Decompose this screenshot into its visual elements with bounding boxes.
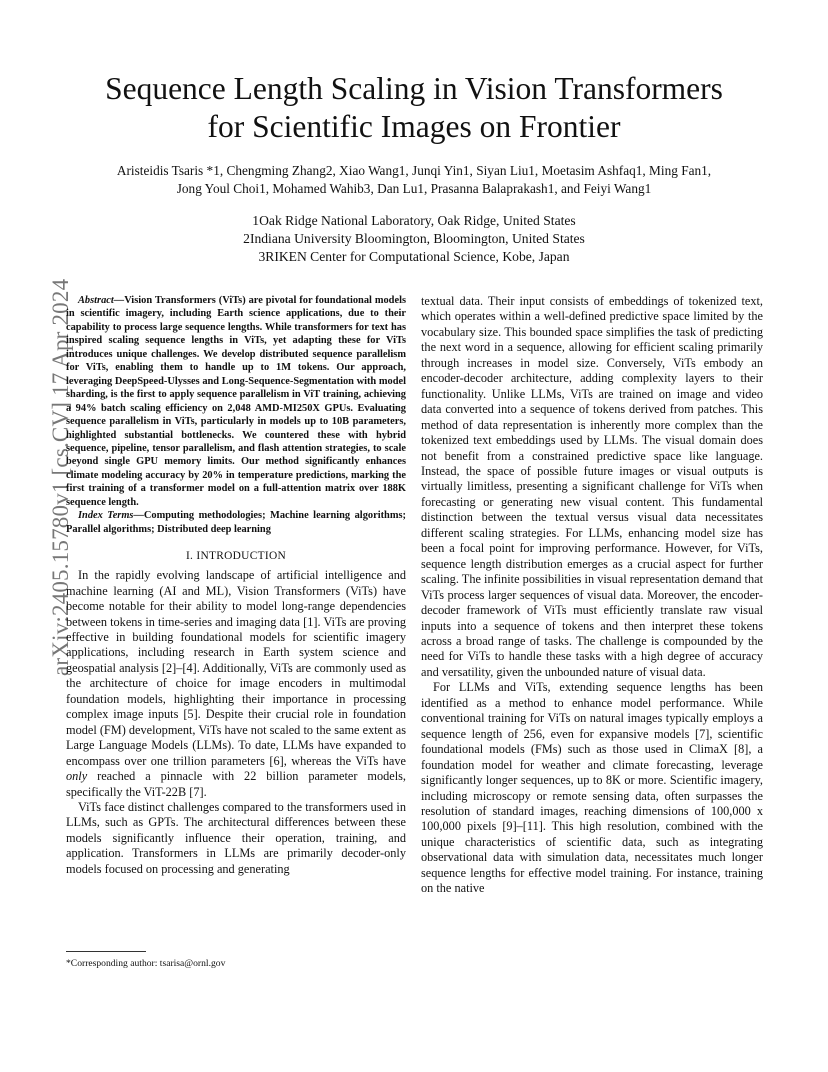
intro-paragraph-2: ViTs face distinct challenges compared to the transformers used in LLMs, such as GPTs. The architectural differences between these models significantly influence their operation, training, and application. Transformers in LLMs are primarily decoder-only models focused on processing and generating	[66, 799, 406, 876]
arxiv-sidebar	[26, 278, 73, 676]
authors-line-2: Jong Youl Choi1, Mohamed Wahib3, Dan Lu1, Prasanna Balaprakash1, and Feiyi Wang1	[176, 181, 652, 196]
left-column	[66, 294, 406, 877]
right-column	[421, 294, 763, 897]
footnote-rule	[66, 951, 146, 952]
affiliation-2: 2Indiana University Bloomington, Bloomington, United States	[243, 231, 585, 246]
affiliation-3: 3RIKEN Center for Computational Science, Kobe, Japan	[258, 249, 570, 264]
author-list	[60, 162, 768, 198]
abstract-label: Abstract—	[78, 295, 125, 306]
intro-p1-emphasis: only	[66, 769, 88, 784]
authors-line-1: Aristeidis Tsaris *1, Chengming Zhang2, Xiao Wang1, Junqi Yin1, Siyan Liu1, Moetasim Ashfaq1, Ming Fan1,	[116, 163, 712, 178]
arxiv-identifier: arXiv:2405.15780v1 [cs.CV] 17 Apr 2024	[48, 278, 73, 676]
intro-paragraph-1	[66, 568, 406, 800]
section-heading: I. INTRODUCTION	[185, 550, 287, 563]
affiliation-1: 1Oak Ridge National Laboratory, Oak Ridge, United States	[252, 213, 576, 228]
index-terms-label: Index Terms—	[78, 510, 144, 522]
footnote: *Corresponding author: tsarisa@ornl.gov	[66, 958, 226, 969]
affiliations	[60, 212, 768, 266]
title-line-1: Sequence Length Scaling in Vision Transformers	[105, 71, 723, 106]
abstract	[66, 294, 406, 509]
abstract-text: Vision Transformers (ViTs) are pivotal for foundational models in scientific imagery, including Earth science applications, due to their capability to process large sequence lengths. While transformers for text has inspired scaling sequence lengths in ViTs, yet adapting these for ViTs introduces unique challenges. We develop distributed sequence parallelism for ViTs, enabling them to handle up to 1M tokens. Our approach, leveraging DeepSpeed-Ulysses and Long-Sequence-Segmentation with model sharding, is the first to apply sequence parallelism in ViT training, achieving a 94% batch scaling efficiency on 2,048 AMD-MI250X GPUs. Evaluating sequence parallelism in ViTs, particularly in models up to 10B parameters, highlighted substantial bottlenecks. We countered these with hybrid sequence, pipeline, tensor parallelism, and flash attention strategies, to scale beyond single GPU memory limits. Our method significantly enhances climate modeling accuracy by 20% in temperature predictions, marking the first training of a transformer model on a full-attention matrix over 188K sequence length.	[66, 295, 406, 508]
intro-p1-end: reached a pinnacle with 22 billion parameter models, specifically the ViT-22B [7].	[66, 769, 406, 799]
index-terms-text: Computing methodologies; Machine learning algorithms; Parallel algorithms; Distributed deep learning	[66, 510, 406, 535]
intro-paragraph-3: textual data. Their input consists of embeddings of tokenized text, which operates within a well-defined predictive space limited by the vocabulary size. This bounded space simplifies the task of predicting the next word in a sequence, allowing for efficient scaling primarily through increases in model size. Conversely, ViTs embody an encoder-decoder architecture, adding complexity layers to their functionality. Unlike LLMs, ViTs are trained on image and video data converted into a sequence of tokens derived from patches. This method of data representation is inherently more complex than the tokenized text embeddings used by LLMs. The visual domain does not benefit from a constrained predictive space like language. Instead, the space of possible future images or visual outputs is virtually limitless, presenting a significant challenge for ViTs when forecasting or generating new visual content. This fundamental distinction between the textual versus visual data necessitates different scaling strategies. For LLMs, enhancing model size has been a focal point for improving performance. However, for ViTs, sequence length distribution emerges as a crucial aspect for further scaling. The infinite possibilities in visual representation demand that ViTs process larger sequences of visual data. Moreover, the encoder-decoder framework of ViTs must efficiently translate raw visual inputs into a sequence of tokens and then interpret these tokens across a broad range of tasks. The challenge is compounded by the need for ViTs to handle these tasks with a high degree of accuracy and versatility, given the unbounded nature of visual data.	[421, 294, 763, 679]
intro-paragraph-4: For LLMs and ViTs, extending sequence lengths has been identified as a method to enhance model performance. While conventional training for ViTs on natural images typically employs a sequence length of 256, even for expansive models [7], scientific foundational models (FMs) such as those used in ClimaX [8], a foundation model for weather and climate forecasting, leverage significantly longer sequences, up to 8K or more. Scientific imagery, including microscopy or remote sensing data, often surpasses the resolution of standard images, reaching dimensions of 100,000 x 100,000 pixels [9]–[11]. This high resolution, combined with the unique characteristics of scientific data, such as integrating observational data with simulation data, necessitates much longer sequence lengths for effective model training. For instance, training on the native	[421, 680, 763, 896]
title-line-2: for Scientific Images on Frontier	[207, 109, 621, 144]
index-terms	[66, 509, 406, 536]
intro-p1-text: In the rapidly evolving landscape of artificial intelligence and machine learning (AI and ML), Vision Transformers (ViTs) have become notable for their ability to model long-range dependencies between tokens in time-series and imaging data [1]. ViTs are proving effective in building foundational models for scientific imagery applications, including research in Earth system science and geospatial analysis [2]–[4]. Additionally, ViTs are commonly used as the architecture of choice for image encoders in multimodal foundation models, highlighting their importance in processing complex image inputs [5]. Despite their crucial role in foundation model (FM) development, ViTs have not scaled to the same extent as Large Language Models (LLMs). To date, LLMs have expanded to encompass over one trillion parameters [6], whereas the ViTs have	[66, 568, 406, 768]
paper-title	[60, 70, 768, 146]
